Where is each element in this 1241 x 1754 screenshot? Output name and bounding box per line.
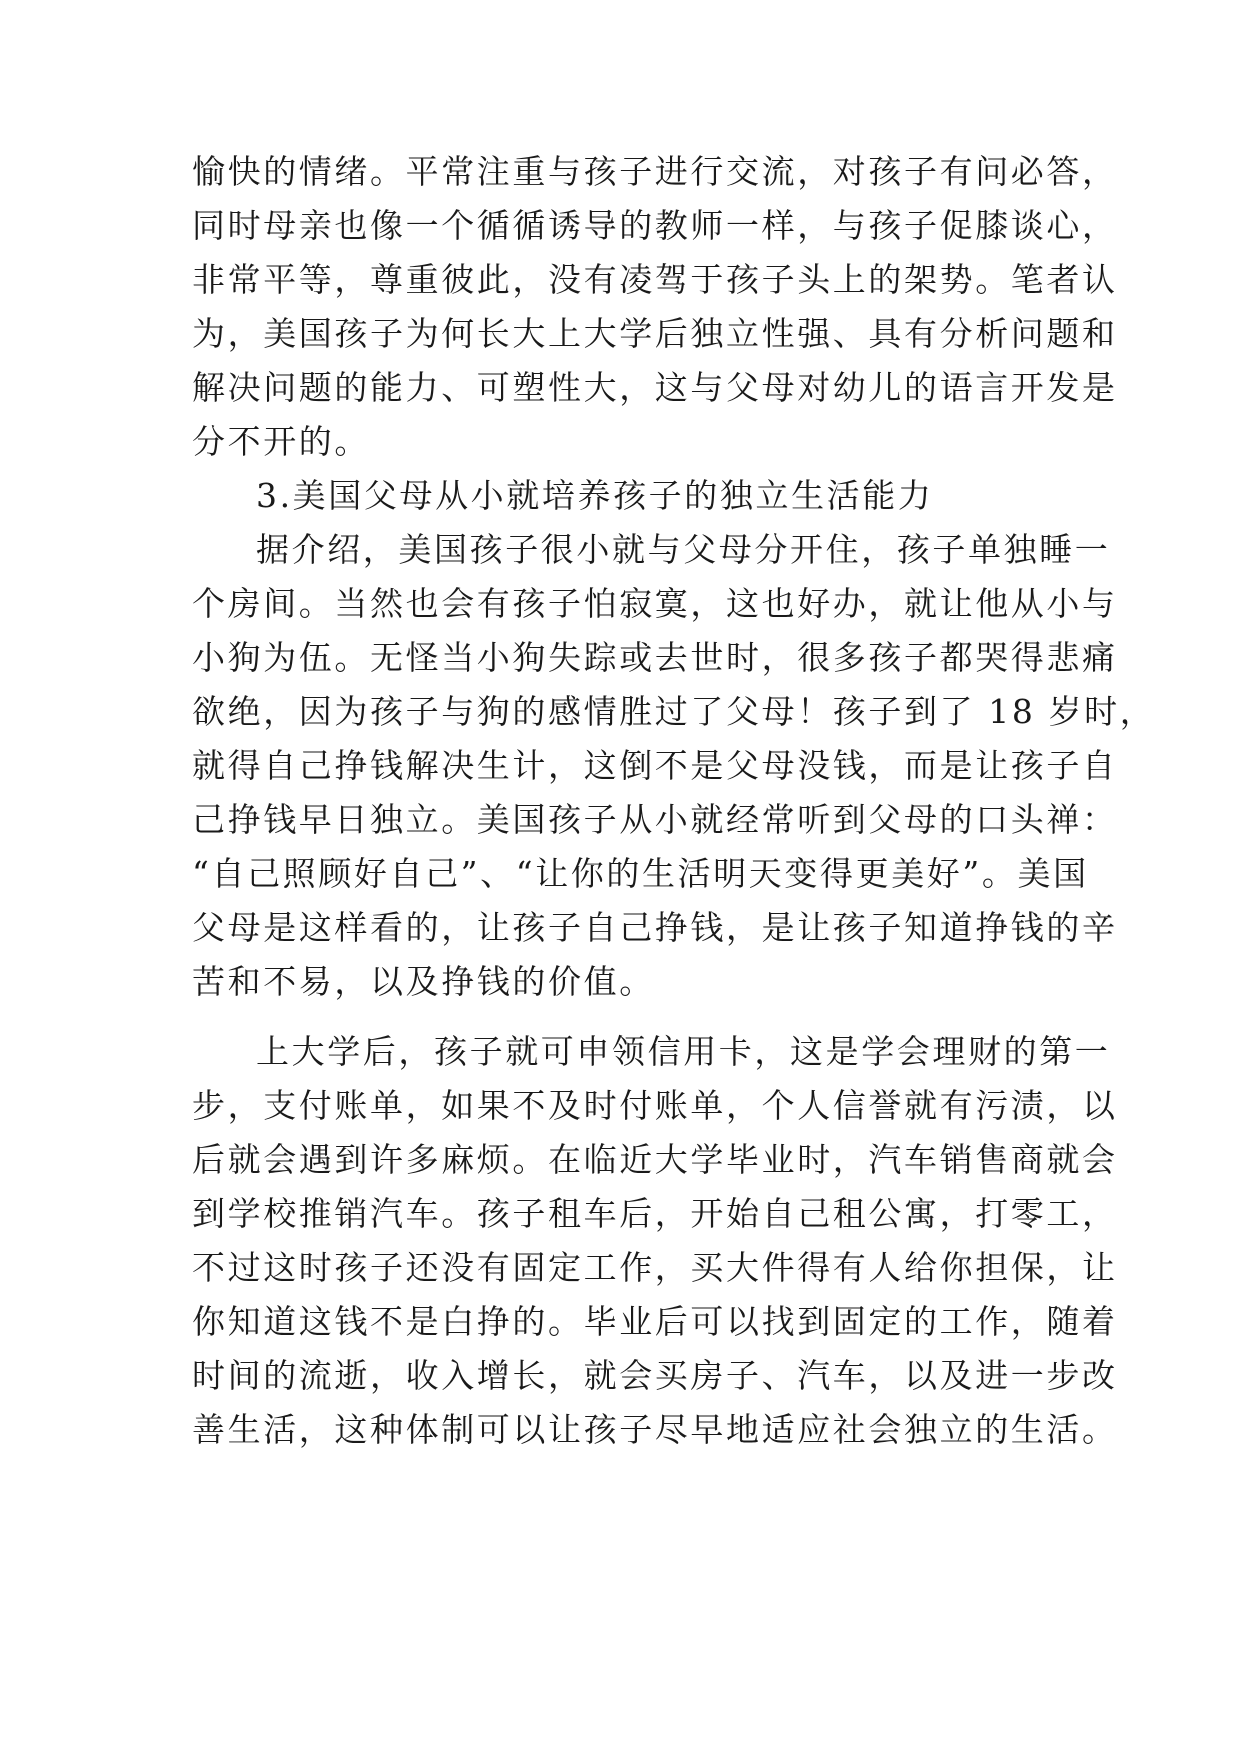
text-line: 苦和不易，以及挣钱的价值。 [192, 962, 655, 1001]
text-line: 欲绝，因为孩子与狗的感情胜过了父母！孩子到了 18 岁时， [192, 692, 1156, 731]
text-line: 个房间。当然也会有孩子怕寂寞，这也好办，就让他从小与 [192, 584, 1118, 623]
section-heading: 3.美国父母从小就培养孩子的独立生活能力 [256, 476, 934, 515]
text-line: 不过这时孩子还没有固定工作，买大件得有人给你担保，让 [192, 1248, 1118, 1287]
text-line: 小狗为伍。无怪当小狗失踪或去世时，很多孩子都哭得悲痛 [192, 638, 1118, 677]
text-line: 据介绍，美国孩子很小就与父母分开住，孩子单独睡一 [256, 530, 1111, 569]
text-line: 善生活，这种体制可以让孩子尽早地适应社会独立的生活。 [192, 1410, 1118, 1449]
text-line: 为，美国孩子为何长大上大学后独立性强、具有分析问题和 [192, 314, 1118, 353]
text-line: 愉快的情绪。平常注重与孩子进行交流，对孩子有问必答， [192, 152, 1118, 191]
text-line: 后就会遇到许多麻烦。在临近大学毕业时，汽车销售商就会 [192, 1140, 1118, 1179]
text-line: “自己照顾好自己”、“让你的生活明天变得更美好”。美国 [192, 854, 1089, 893]
text-line: 非常平等，尊重彼此，没有凌驾于孩子头上的架势。笔者认 [192, 260, 1118, 299]
text-line: 到学校推销汽车。孩子租车后，开始自己租公寓，打零工， [192, 1194, 1118, 1233]
text-line: 同时母亲也像一个循循诱导的教师一样，与孩子促膝谈心， [192, 206, 1118, 245]
text-line: 就得自己挣钱解决生计，这倒不是父母没钱，而是让孩子自 [192, 746, 1118, 785]
text-line: 解决问题的能力、可塑性大，这与父母对幼儿的语言开发是 [192, 368, 1118, 407]
text-line: 上大学后，孩子就可申领信用卡，这是学会理财的第一 [256, 1032, 1111, 1071]
text-line: 分不开的。 [192, 422, 370, 461]
text-line: 你知道这钱不是白挣的。毕业后可以找到固定的工作，随着 [192, 1302, 1118, 1341]
text-line: 步，支付账单，如果不及时付账单，个人信誉就有污渍，以 [192, 1086, 1118, 1125]
text-line: 己挣钱早日独立。美国孩子从小就经常听到父母的口头禅： [192, 800, 1118, 839]
text-line: 时间的流逝，收入增长，就会买房子、汽车，以及进一步改 [192, 1356, 1118, 1395]
text-line: 父母是这样看的，让孩子自己挣钱，是让孩子知道挣钱的辛 [192, 908, 1118, 947]
